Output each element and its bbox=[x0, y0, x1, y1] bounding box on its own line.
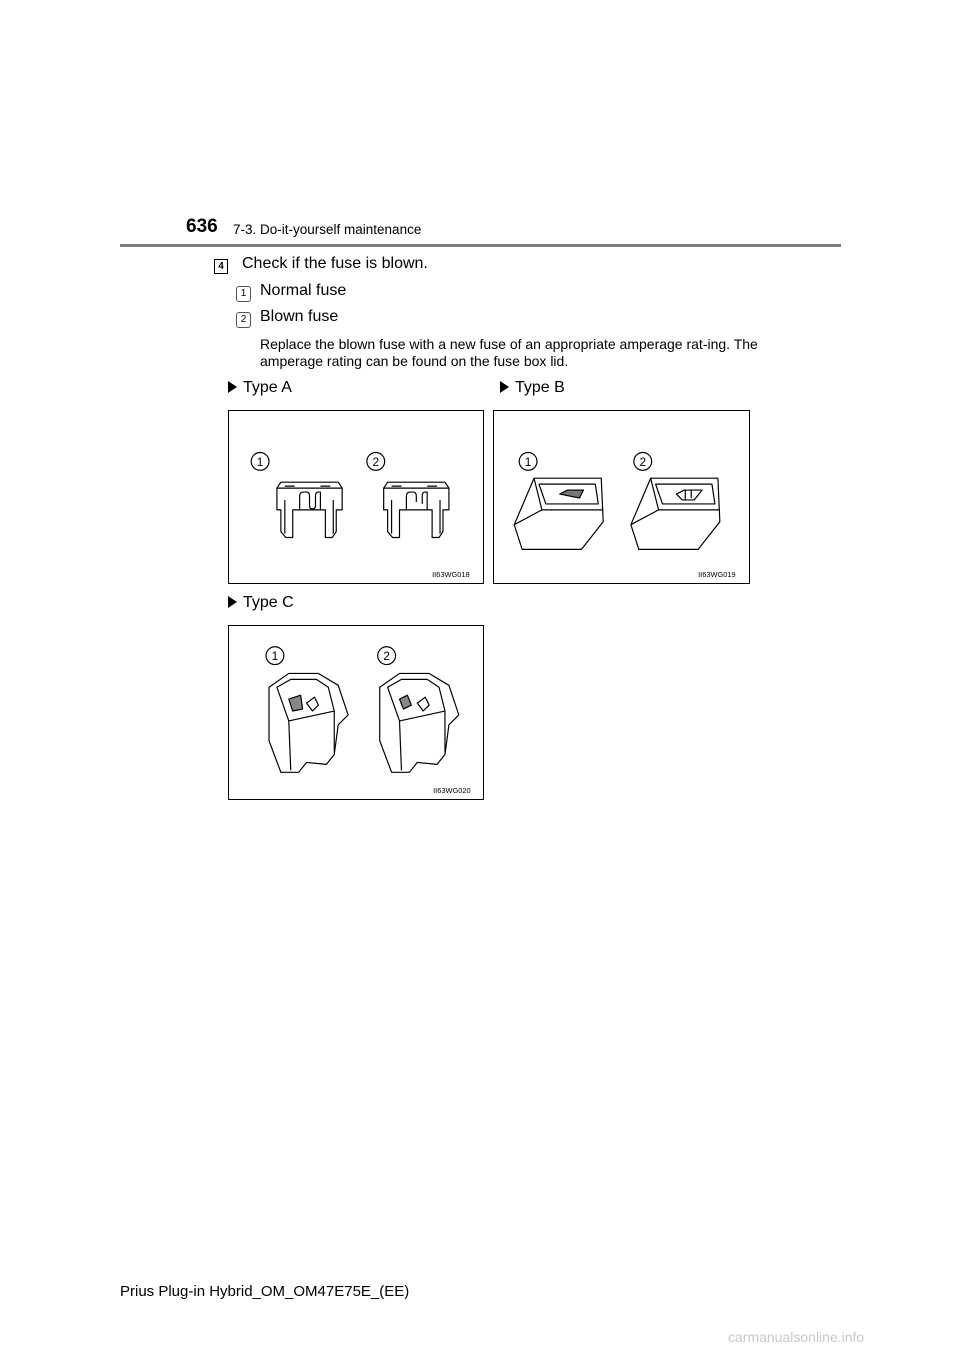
callout-2: 2 bbox=[383, 649, 390, 664]
item-number-2: 2 bbox=[236, 309, 251, 328]
normal-fuse-label: Normal fuse bbox=[260, 282, 347, 299]
triangle-bullet-icon bbox=[228, 596, 237, 608]
replacement-note: Replace the blown fuse with a new fuse of an appropriate amperage rat-ing. The amperage rating can be found on the fuse box lid. bbox=[260, 336, 758, 369]
case-fuse-illustration bbox=[229, 626, 483, 799]
type-a-fuse-figure bbox=[228, 410, 484, 584]
page-number: 636 bbox=[186, 216, 218, 237]
callout-1: 1 bbox=[271, 649, 279, 664]
blade-fuse-illustration bbox=[229, 411, 483, 583]
type-c-fuse-figure bbox=[228, 625, 484, 800]
blown-fuse-label: Blown fuse bbox=[260, 308, 339, 325]
step-text: Check if the fuse is blown. bbox=[242, 255, 428, 272]
callout-1: 1 bbox=[524, 454, 532, 469]
callout-2: 2 bbox=[372, 454, 380, 469]
section-title: 7-3. Do-it-yourself maintenance bbox=[233, 222, 422, 237]
step-number-badge: 4 bbox=[214, 256, 228, 274]
figure-code: II63WG018 bbox=[432, 570, 470, 580]
manual-id-footer: Prius Plug-in Hybrid_OM_OM47E75E_(EE) bbox=[120, 1283, 410, 1300]
triangle-bullet-icon bbox=[228, 381, 237, 393]
type-a-label: Type A bbox=[228, 379, 292, 397]
triangle-bullet-icon bbox=[500, 381, 509, 393]
callout-1: 1 bbox=[256, 454, 264, 469]
callout-2: 2 bbox=[639, 454, 647, 469]
type-b-fuse-figure bbox=[493, 410, 750, 584]
type-c-label: Type C bbox=[228, 594, 294, 612]
figure-code: II63WG020 bbox=[433, 786, 471, 796]
cartridge-fuse-illustration bbox=[494, 411, 749, 583]
type-b-label: Type B bbox=[500, 379, 565, 397]
figure-code: II63WG019 bbox=[698, 570, 736, 580]
watermark: carmanualsonline.info bbox=[728, 1329, 865, 1345]
item-number-1: 1 bbox=[236, 283, 251, 302]
header-divider bbox=[120, 244, 841, 247]
